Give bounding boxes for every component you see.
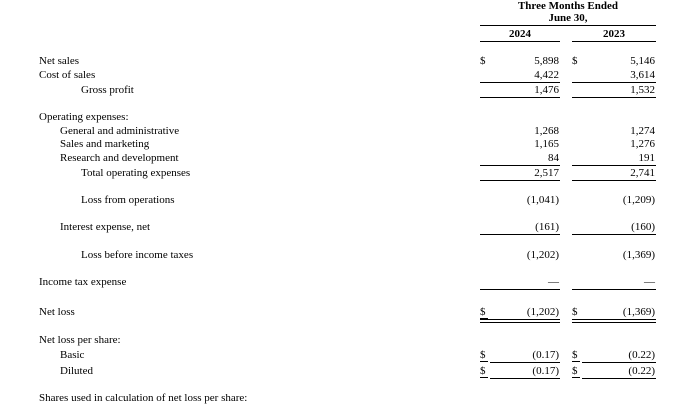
value-basic-2024: (0.17) — [532, 349, 559, 361]
double-total-line — [480, 319, 560, 323]
value-income-tax-2023: — — [644, 276, 655, 288]
value-basic-2023: (0.22) — [628, 349, 655, 361]
column-underline-2024 — [480, 41, 560, 42]
dollar-sign: $ — [480, 55, 486, 67]
double-total-line — [572, 319, 656, 323]
value-diluted-2023: (0.22) — [628, 365, 655, 377]
value-loss-from-operations-2023: (1,209) — [622, 194, 655, 206]
total-line — [572, 180, 656, 181]
dollar-sign: $ — [480, 365, 488, 378]
value-loss-before-tax-2024: (1,202) — [526, 249, 559, 261]
column-header-2023: 2023 — [603, 28, 625, 40]
total-line — [572, 97, 656, 98]
value-total-opex-2024: 2,517 — [534, 167, 559, 179]
row-label-general-admin: General and administrative — [60, 125, 180, 137]
value-net-sales-2023: 5,146 — [630, 55, 655, 67]
value-total-opex-2023: 2,741 — [630, 167, 655, 179]
total-line — [480, 97, 560, 98]
row-label-loss-from-operations: Loss from operations — [81, 194, 175, 206]
total-line — [490, 362, 560, 363]
subtotal-line — [480, 82, 560, 83]
value-loss-before-tax-2023: (1,369) — [622, 249, 655, 261]
total-line — [582, 362, 656, 363]
value-sales-marketing-2023: 1,276 — [630, 138, 655, 150]
value-research-dev-2024: 84 — [548, 152, 559, 164]
value-sales-marketing-2024: 1,165 — [534, 138, 559, 150]
total-line — [480, 180, 560, 181]
header-divider — [480, 25, 656, 26]
value-net-loss-2024: (1,202) — [526, 306, 559, 318]
value-income-tax-2024: — — [548, 276, 559, 288]
section-label-operating-expenses: Operating expenses: — [39, 111, 129, 123]
value-general-admin-2023: 1,274 — [630, 125, 655, 137]
subtotal-line — [480, 289, 560, 290]
value-net-loss-2023: (1,369) — [622, 306, 655, 318]
column-header-2024: 2024 — [509, 28, 531, 40]
row-label-basic: Basic — [60, 349, 85, 361]
dollar-sign: $ — [572, 349, 580, 362]
row-label-loss-before-tax: Loss before income taxes — [81, 249, 194, 261]
dollar-sign: $ — [572, 55, 578, 67]
row-label-net-sales: Net sales — [39, 55, 80, 67]
dollar-sign: $ — [572, 365, 580, 378]
value-interest-expense-2023: (160) — [631, 221, 655, 233]
dollar-sign: $ — [480, 306, 488, 319]
value-diluted-2024: (0.17) — [532, 365, 559, 377]
subtotal-line — [572, 234, 656, 235]
row-label-gross-profit: Gross profit — [81, 84, 134, 96]
value-cost-of-sales-2023: 3,614 — [630, 69, 655, 81]
period-header-line1: Three Months Ended — [517, 0, 619, 12]
value-loss-from-operations-2024: (1,041) — [526, 194, 559, 206]
row-label-cost-of-sales: Cost of sales — [39, 69, 96, 81]
value-gross-profit-2024: 1,476 — [534, 84, 559, 96]
value-research-dev-2023: 191 — [638, 152, 655, 164]
row-label-interest-expense: Interest expense, net — [60, 221, 151, 233]
subtotal-line — [572, 165, 656, 166]
dollar-sign: $ — [480, 349, 488, 362]
subtotal-line — [480, 165, 560, 166]
section-label-net-loss-per-share: Net loss per share: — [39, 334, 121, 346]
row-label-total-opex: Total operating expenses — [81, 167, 191, 179]
row-label-research-dev: Research and development — [60, 152, 179, 164]
subtotal-line — [572, 289, 656, 290]
row-label-income-tax: Income tax expense — [39, 276, 127, 288]
value-gross-profit-2023: 1,532 — [630, 84, 655, 96]
row-label-diluted: Diluted — [60, 365, 93, 377]
value-general-admin-2024: 1,268 — [534, 125, 559, 137]
period-header-line2: June 30, — [548, 12, 588, 24]
section-label-shares-used: Shares used in calculation of net loss per share: — [39, 392, 248, 404]
subtotal-line — [572, 82, 656, 83]
column-underline-2023 — [572, 41, 656, 42]
total-line — [582, 378, 656, 379]
subtotal-line — [480, 234, 560, 235]
value-net-sales-2024: 5,898 — [534, 55, 559, 67]
value-interest-expense-2024: (161) — [535, 221, 559, 233]
row-label-sales-marketing: Sales and marketing — [60, 138, 150, 150]
dollar-sign: $ — [572, 306, 578, 318]
value-cost-of-sales-2024: 4,422 — [534, 69, 559, 81]
row-label-net-loss: Net loss — [39, 306, 75, 318]
total-line — [490, 378, 560, 379]
